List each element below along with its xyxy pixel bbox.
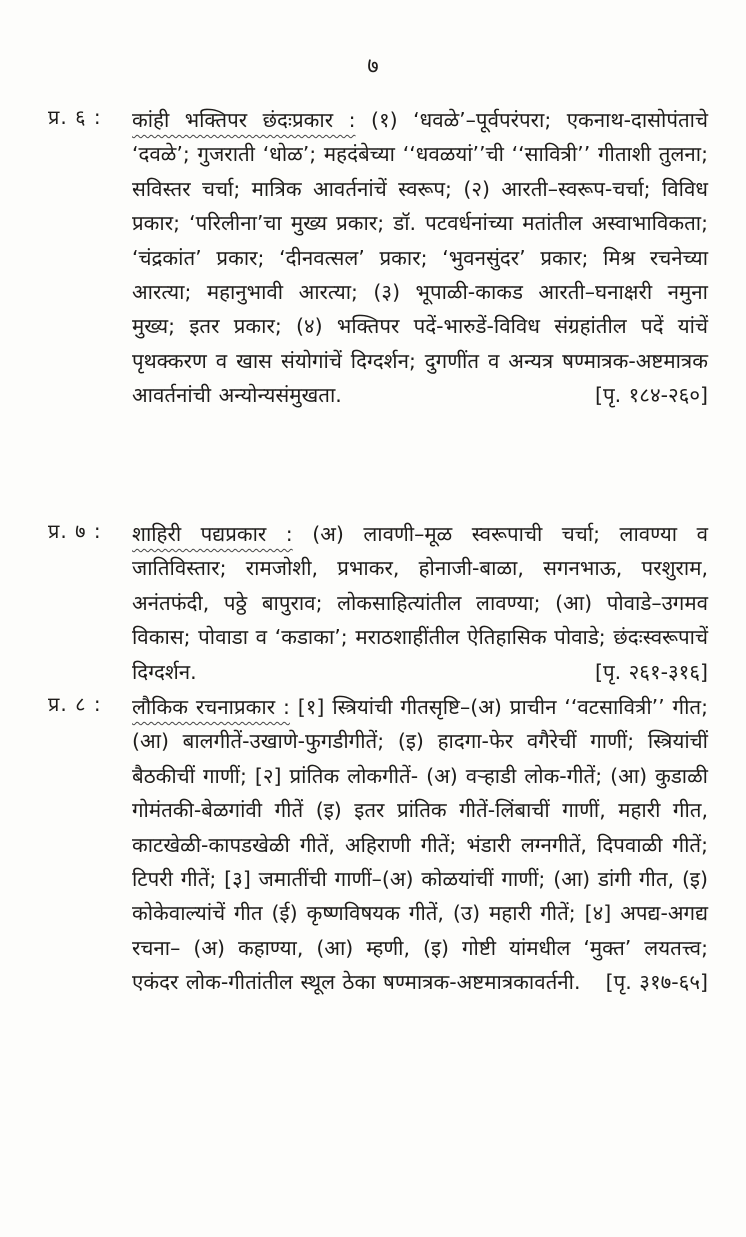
chapter-title: शाहिरी पद्यप्रकार :	[132, 522, 293, 546]
chapter-description: (१) ‘धवळे’–पूर्वपरंपरा; एकनाथ-दासोपंताचे ‘दवळे’; गुजराती ‘धोळ’; महदंबेच्या ‘‘धवळयां’’ची ‘‘सावित्री’’ गीताशी तुलना; सविस्तर चर्चा; मात्रिक आवर्तनांचें स्वरूप; (२) आरती–स्वरूप-चर्चा; विविध प्रकार; ‘परिलीना’चा मुख्य प्रकार; डॉ. पटवर्धनांच्या मतांतील अस्वाभाविकता; ‘चंद्रकांत’ प्रकार; ‘दीनवत्सल’ प्रकार; ‘भुवनसुंदर’ प्रकार; मिश्र रचनेच्या आरत्या; महानुभावी आरत्या; (३) भूपाळी-काकड आरती–घनाक्षरी नमुना मुख्य; इतर प्रकार; (४) भक्तिपर पदें-भारुडें-विविध संग्रहांतील पदें यांचें पृथक्करण व खास संयोगांचें दिग्दर्शन; दुगणींत व अन्यत्र षण्मात्रक-अष्टमात्रक आवर्तनांची अन्योन्यसंमुखता.	[132, 108, 708, 408]
page-range: [पृ. १८४-२६०]	[594, 383, 708, 408]
chapter-label: प्र. ८ :	[48, 692, 102, 716]
chapter-title: लौकिक रचनाप्रकार :	[132, 695, 290, 719]
chapter-contents	[132, 690, 708, 1000]
chapter-contents	[132, 517, 708, 689]
chapter-description: [१] स्त्रियांची गीतसृष्टि–(अ) प्राचीन ‘‘वटसावित्री’’ गीत; (आ) बालगीतें-उखाणे-फुगडीगीतें; (इ) हादगा-फेर वगैरेचीं गाणीं; स्त्रियांचीं बैठकीचीं गाणीं; [२] प्रांतिक लोकगीतें- (अ) वऱ्हाडी लोक-गीतें; (आ) कुडाळी गोमंतकी-बेळगांवी गीतें (इ) इतर प्रांतिक गीतें-लिंबाचीं गाणीं, महारी गीत, काटखेळी-कापडखेळी गीतें, अहिराणी गीतें; भंडारी लग्नगीतें, दिपवाळी गीतें; टिपरी गीतें; [३] जमातींची गाणीं–(अ) कोळयांचीं गाणीं; (आ) डांगी गीत, (इ) कोकेवाल्यांचें गीत (ई) कृष्णविषयक गीतें, (उ) महारी गीतें; [४] अपद्य-अगद्य रचना– (अ) कहाण्या, (आ) म्हणी, (इ) गोष्टी यांमधील ‘मुक्त’ लयतत्त्व; एकंदर लोक-गीतांतील स्थूल ठेका षण्मात्रक-अष्टमात्रकावर्तनी.	[132, 695, 708, 995]
page-number: ७	[367, 54, 379, 79]
chapter-title: कांही भक्तिपर छंदःप्रकार :	[132, 108, 356, 132]
chapter-contents	[132, 103, 708, 413]
chapter-label: प्र. ६ :	[48, 105, 102, 129]
page-range: [पृ. ३१७-६५]	[605, 970, 708, 995]
page-range: [पृ. २६१-३१६]	[594, 659, 708, 684]
chapter-description: (अ) लावणी–मूळ स्वरूपाची चर्चा; लावण्या व जातिविस्तार; रामजोशी, प्रभाकर, होनाजी-बाळा, सगनभाऊ, परशुराम, अनंतफंदी, पठ्ठे बापुराव; लोकसाहित्यांतील लावण्या; (आ) पोवाडे–उगमव विकास; पोवाडा व ‘कडाका’; मराठशाहींतील ऐतिहासिक पोवाडे; छंदःस्वरूपाचें दिग्दर्शन.	[132, 522, 708, 684]
chapter-label: प्र. ७ :	[48, 519, 102, 543]
